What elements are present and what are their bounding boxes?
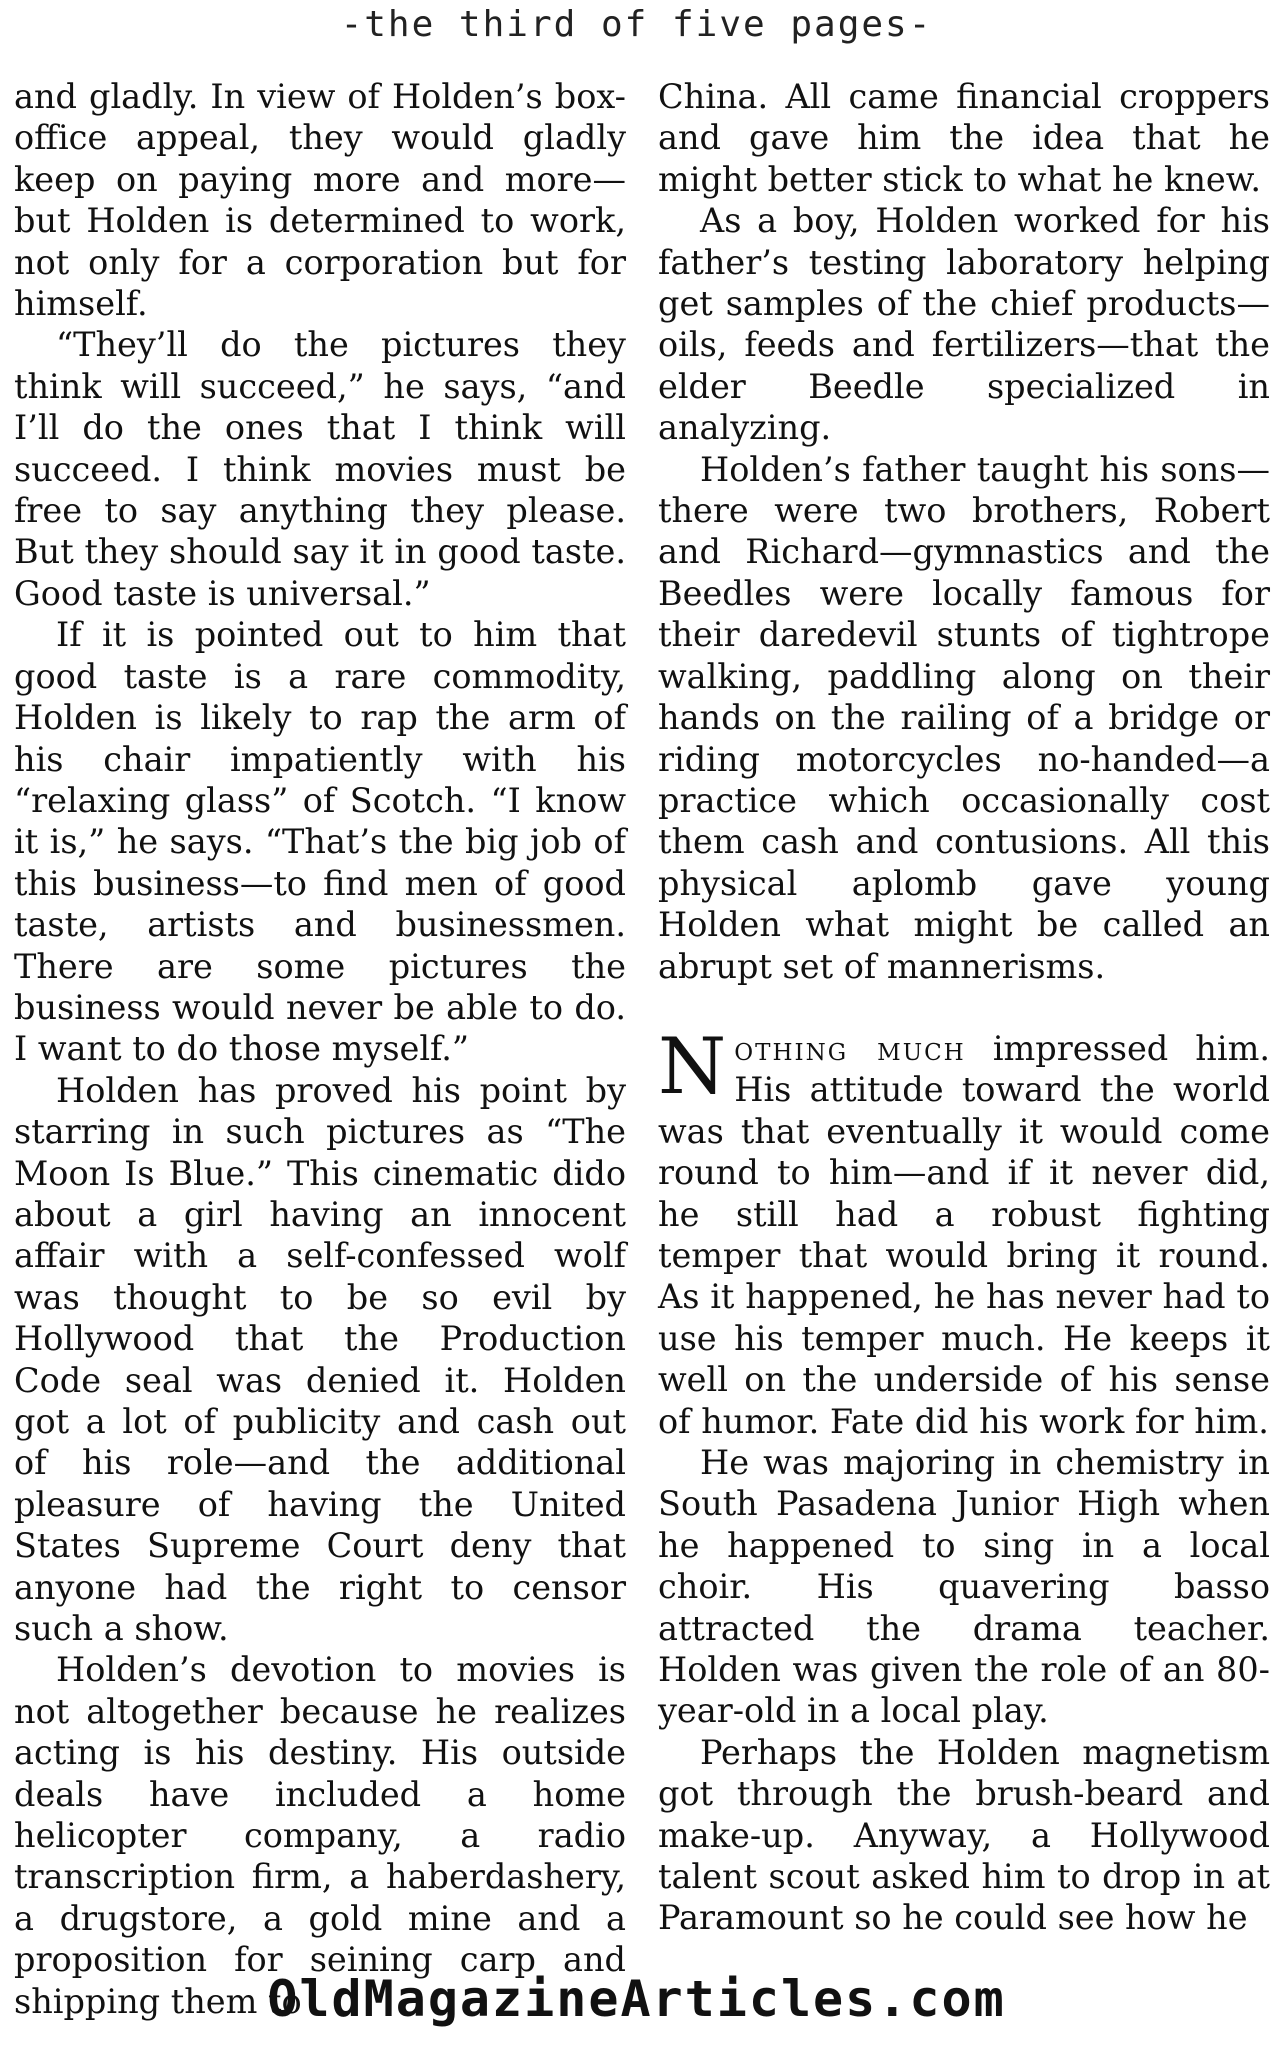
section-opening-paragraph — [658, 1021, 1271, 1442]
drop-cap: N — [658, 1021, 727, 1112]
right-column — [658, 76, 1270, 1939]
page-header: -the third of five pages- — [340, 4, 933, 45]
left-column — [14, 76, 626, 2022]
paragraph: “They’ll do the pictures they think will succeed,” he says, “and I’ll do the ones that I think will succeed. I think movies must be free to say anything they please. But they should say it in good taste. Good taste is universal.” — [14, 325, 626, 613]
paragraph: If it is pointed out to him that good taste is a rare commodity, Holden is likely to rap the arm of his chair impatiently with his “relaxing glass” of Scotch. “I know it is,” he says. “That’s the big job of this business—to find men of good taste, artists and businessmen. There are some pictures the business would never be able to do. I want to do those myself.” — [14, 615, 626, 1069]
paragraph: Holden’s devotion to movies is not altogether because he realizes acting is his destiny. His outside deals have included a home helicopter company, a radio transcription firm, a haberdashery, a drugstore, a gold mine and a proposition for seining carp and shipping them to — [14, 1650, 626, 2021]
paragraph: and gladly. In view of Holden’s box-office appeal, they would gladly keep on paying more and more—but Holden is determined to work, not only for a corporation but for himself. — [14, 77, 626, 324]
paragraph: He was majoring in chemistry in South Pasadena Junior High when he happened to sing in a local choir. His quavering basso attracted the drama teacher. Holden was given the role of an 80-year-old in a local play. — [658, 1443, 1270, 1731]
paragraph: China. All came financial croppers and gave him the idea that he might better stick to what he knew. — [658, 77, 1270, 199]
paragraph: Holden’s father taught his sons—there were two brothers, Robert and Richard—gymnastics and the Beedles were locally famous for their daredevil stunts of tightrope walking, paddling along on their hands on the railing of a bridge or riding motorcycles no-handed—a practice which occasionally cost them cash and contusions. All this physical aplomb gave young Holden what might be called an abrupt set of mannerisms. — [658, 449, 1270, 986]
paragraph: Holden has proved his point by starring in such pictures as “The Moon Is Blue.” This cinematic dido about a girl having an innocent affair with a self-confessed wolf was thought to be so evil by Hollywood that the Production Code seal was denied it. Holden got a lot of publicity and cash out of his role—and the additional pleasure of having the United States Supreme Court deny that anyone had the right to censor such a show. — [14, 1070, 626, 1649]
paragraph: Perhaps the Holden magnetism got through the brush-beard and make-up. Anyway, a Hollywood talent scout asked him to drop in at Paramount so he could see how he — [658, 1732, 1270, 1938]
lead-in: othing much — [734, 1028, 966, 1068]
site-watermark: OldMagazineArticles.com — [267, 1970, 1006, 2028]
paragraph: As a boy, Holden worked for his father’s testing laboratory helping get samples of the chief products—oils, feeds and fertilizers—that the elder Beedle specialized in analyzing. — [658, 201, 1270, 448]
paragraph-text: impressed him. His attitude toward the world was that eventually it would come round to him—and if it never did, he still had a robust fighting temper that would bring it round. As it happened, he has never had to use his temper much. He keeps it well on the underside of his sense of humor. Fate did his work for him. — [658, 1028, 1271, 1441]
